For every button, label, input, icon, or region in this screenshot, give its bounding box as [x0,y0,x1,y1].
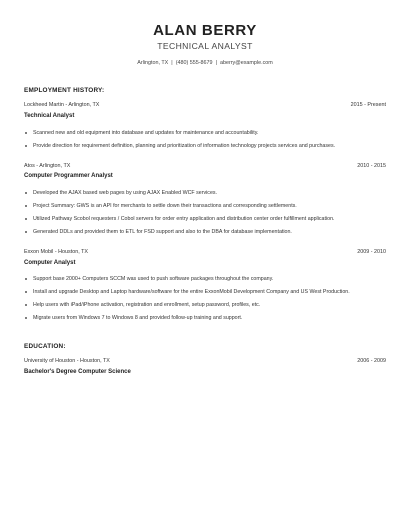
employment-heading: EMPLOYMENT HISTORY: [24,87,105,94]
job-bullet: Scanned new and old equipment into database and updates for maintenance and accountability. [24,130,386,143]
candidate-title: TECHNICAL ANALYST [157,41,253,51]
contact-email[interactable]: aberry@example.com [219,60,273,66]
job-header [24,163,386,169]
contact-location: Arlington, TX [137,60,169,66]
job-title: Technical Analyst [24,113,75,119]
job-company: Exxon Mobil - Houston, TX [24,249,89,255]
job-bullet: Utilized Pathway Scobol requesters / Cobol servers for order entry application and distribution center order fulfillment application. [24,216,386,229]
job-header [24,249,386,255]
education-dates: 2006 - 2009 [357,358,386,364]
job-bullet-list [24,276,386,328]
job-header [24,102,386,108]
job-bullet: Support base 2000+ Computers SCCM was used to push software packages throughout the company. [24,276,386,289]
job-bullet: Help users with iPad/iPhone activation, registration and enrollment, setup password, profiles, etc. [24,302,386,315]
job-dates: 2015 - Present [350,102,386,108]
job-company: Lockheed Martin - Arlington, TX [24,102,100,108]
candidate-name: ALAN BERRY [153,22,257,39]
education-header [24,358,386,364]
contact-separator: | [215,60,217,66]
job-company: Atos - Arlington, TX [24,163,71,169]
job-bullet-list [24,190,386,242]
contact-line [0,60,410,66]
job-bullet: Provide direction for requirement definition, planning and prioritization of information technology projects services and purchases. [24,143,386,156]
education-heading: EDUCATION: [24,343,66,350]
contact-separator: | [171,60,173,66]
job-bullet: Install and upgrade Desktop and Laptop hardware/software for the entire ExxonMobil Development Company and US West Production. [24,289,386,302]
education-degree: Bachelor's Degree Computer Science [24,369,131,375]
job-bullet: Migrate users from Windows 7 to Windows 8 and provided follow-up training and support. [24,315,386,328]
job-bullet: Developed the AJAX based web pages by using AJAX Enabled WCF services. [24,190,386,203]
job-title: Computer Programmer Analyst [24,173,113,179]
education-school: University of Houston - Houston, TX [24,358,110,364]
job-dates: 2009 - 2010 [357,249,386,255]
contact-phone: (480) 555-8679 [175,60,213,66]
job-bullet-list [24,130,386,156]
job-title: Computer Analyst [24,260,76,266]
job-bullet: Generated DDLs and provided them to ETL for FSD support and also to the DBA for database implementation. [24,229,386,242]
job-dates: 2010 - 2015 [357,163,386,169]
job-bullet: Project Summary: GWS is an API for merchants to settle down their transactions and corresponding settlements. [24,203,386,216]
